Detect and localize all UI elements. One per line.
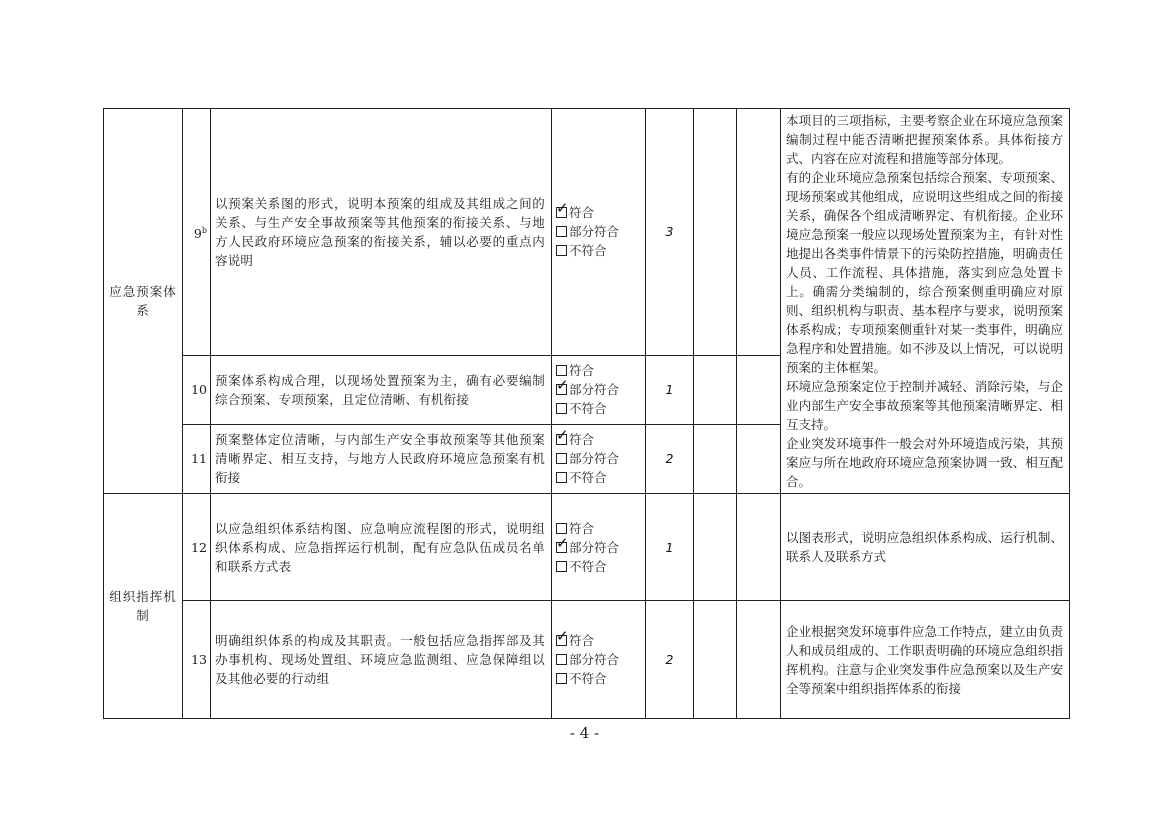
blank-cell — [737, 355, 781, 424]
table-row — [104, 109, 1070, 356]
blank-cell — [694, 494, 737, 601]
handwritten-score: 1 — [646, 355, 694, 424]
category-cell — [104, 109, 183, 494]
option-yes[interactable]: ✓符合 — [556, 203, 645, 222]
blank-cell — [694, 355, 737, 424]
checkbox-icon — [556, 472, 567, 483]
blank-cell — [694, 601, 737, 719]
option-yes[interactable]: ✓符合 — [556, 631, 645, 650]
category-label: 应急预案体系 — [109, 284, 177, 318]
checkbox-icon — [556, 673, 567, 684]
requirement-text: 预案体系构成合理，以现场处置预案为主，确有必要编制综合预案、专项预案，且定位清晰、有机衔接 — [211, 355, 552, 424]
requirement-text: 以预案关系图的形式，说明本预案的组成及其组成之间的关系、与生产安全事故预案等其他预案的衔接关系、与地方人民政府环境应急预案的衔接关系，辅以必要的重点内容说明 — [211, 109, 552, 356]
requirement-text: 明确组织体系的构成及其职责。一般包括应急指挥部及其办事机构、现场处置组、环境应急监测组、应急保障组以及其他必要的行动组 — [211, 601, 552, 719]
compliance-options — [552, 601, 646, 719]
page-number: - 4 - — [569, 724, 600, 742]
option-partial[interactable]: 部分符合 — [556, 650, 645, 669]
explanation-note: 企业根据突发环境事件应急工作特点，建立由负责人和成员组成的、工作职责明确的环境应急组织指挥机构。注意与企业突发事件应急预案以及生产安全等预案中组织指挥体系的衔接 — [781, 601, 1070, 719]
item-number: 10 — [183, 355, 211, 424]
checkbox-icon — [556, 561, 567, 572]
option-yes[interactable]: ✓符合 — [556, 430, 645, 449]
explanation-note: 以图表形式，说明应急组织体系构成、运行机制、联系人及联系方式 — [781, 494, 1070, 601]
compliance-options — [552, 355, 646, 424]
checkbox-icon — [556, 523, 567, 534]
option-yes[interactable]: 符合 — [556, 361, 645, 380]
checkbox-icon — [556, 365, 567, 376]
compliance-options — [552, 494, 646, 601]
requirement-text: 预案整体定位清晰，与内部生产安全事故预案等其他预案清晰界定、相互支持，与地方人民政府环境应急预案有机衔接 — [211, 424, 552, 493]
checkbox-icon — [556, 654, 567, 665]
option-yes[interactable]: 符合 — [556, 519, 645, 538]
item-number: 9$^b$ — [183, 109, 211, 356]
option-no[interactable]: 不符合 — [556, 241, 645, 260]
blank-cell — [694, 109, 737, 356]
item-number: 12 — [183, 494, 211, 601]
option-no[interactable]: 不符合 — [556, 468, 645, 487]
checked-box-icon — [556, 542, 567, 553]
table-row — [104, 494, 1070, 601]
requirement-text: 以应急组织体系结构图、应急响应流程图的形式，说明组织体系构成、应急指挥运行机制，配有应急队伍成员名单和联系方式表 — [211, 494, 552, 601]
handwritten-score: 1 — [646, 494, 694, 601]
handwritten-score: 2 — [646, 601, 694, 719]
item-number: 13 — [183, 601, 211, 719]
option-no[interactable]: 不符合 — [556, 399, 645, 418]
checked-box-icon — [556, 635, 567, 646]
checkbox-icon — [556, 403, 567, 414]
explanation-note: 本项目的三项指标，主要考察企业在环境应急预案编制过程中能否清晰把握预案体系。具体衔接方式、内容在应对流程和措施等部分体现。 有的企业环境应急预案包括综合预案、专项预案、现场预案或其他组成，应说明这些组成之间的衔接关系，确保各个组成清晰界定、有机衔接。企业环境应急预案一般应以现场处置预案为主，有针对性地提出各类事件情景下的污染防控措施，明确责任人员、工作流程、具体措施，落实到应急处置卡上。确需分类编制的，综合预案侧重明确应对原则、组织机构与职责、基本程序与要求，说明预案体系构成；专项预案侧重针对某一类事件，明确应急程序和处置措施。如不涉及以上情况，可以说明预案的主体框架。 环境应急预案定位于控制并减轻、消除污染，与企业内部生产安全事故预案等其他预案清晰界定、相互支持。 企业突发环境事件一般会对外环境造成污染，其预案应与所在地政府环境应急预案协调一致、相互配合。 — [781, 109, 1070, 494]
checkbox-icon — [556, 245, 567, 256]
option-partial[interactable]: ✓部分符合 — [556, 538, 645, 557]
option-partial[interactable]: ✓部分符合 — [556, 380, 645, 399]
table-row — [104, 601, 1070, 719]
checkbox-icon — [556, 226, 567, 237]
checkbox-icon — [556, 453, 567, 464]
item-number: 11 — [183, 424, 211, 493]
option-partial[interactable]: 部分符合 — [556, 449, 645, 468]
blank-cell — [737, 424, 781, 493]
checked-box-icon — [556, 384, 567, 395]
evaluation-table — [103, 108, 1070, 719]
checked-box-icon — [556, 207, 567, 218]
checked-box-icon — [556, 434, 567, 445]
blank-cell — [737, 601, 781, 719]
compliance-options — [552, 109, 646, 356]
blank-cell — [737, 109, 781, 356]
handwritten-score: 3 — [646, 109, 694, 356]
blank-cell — [694, 424, 737, 493]
option-no[interactable]: 不符合 — [556, 669, 645, 688]
handwritten-score: 2 — [646, 424, 694, 493]
compliance-options — [552, 424, 646, 493]
option-no[interactable]: 不符合 — [556, 557, 645, 576]
category-label: 组织指挥机制 — [109, 589, 177, 623]
blank-cell — [737, 494, 781, 601]
option-partial[interactable]: 部分符合 — [556, 222, 645, 241]
category-cell — [104, 494, 183, 719]
